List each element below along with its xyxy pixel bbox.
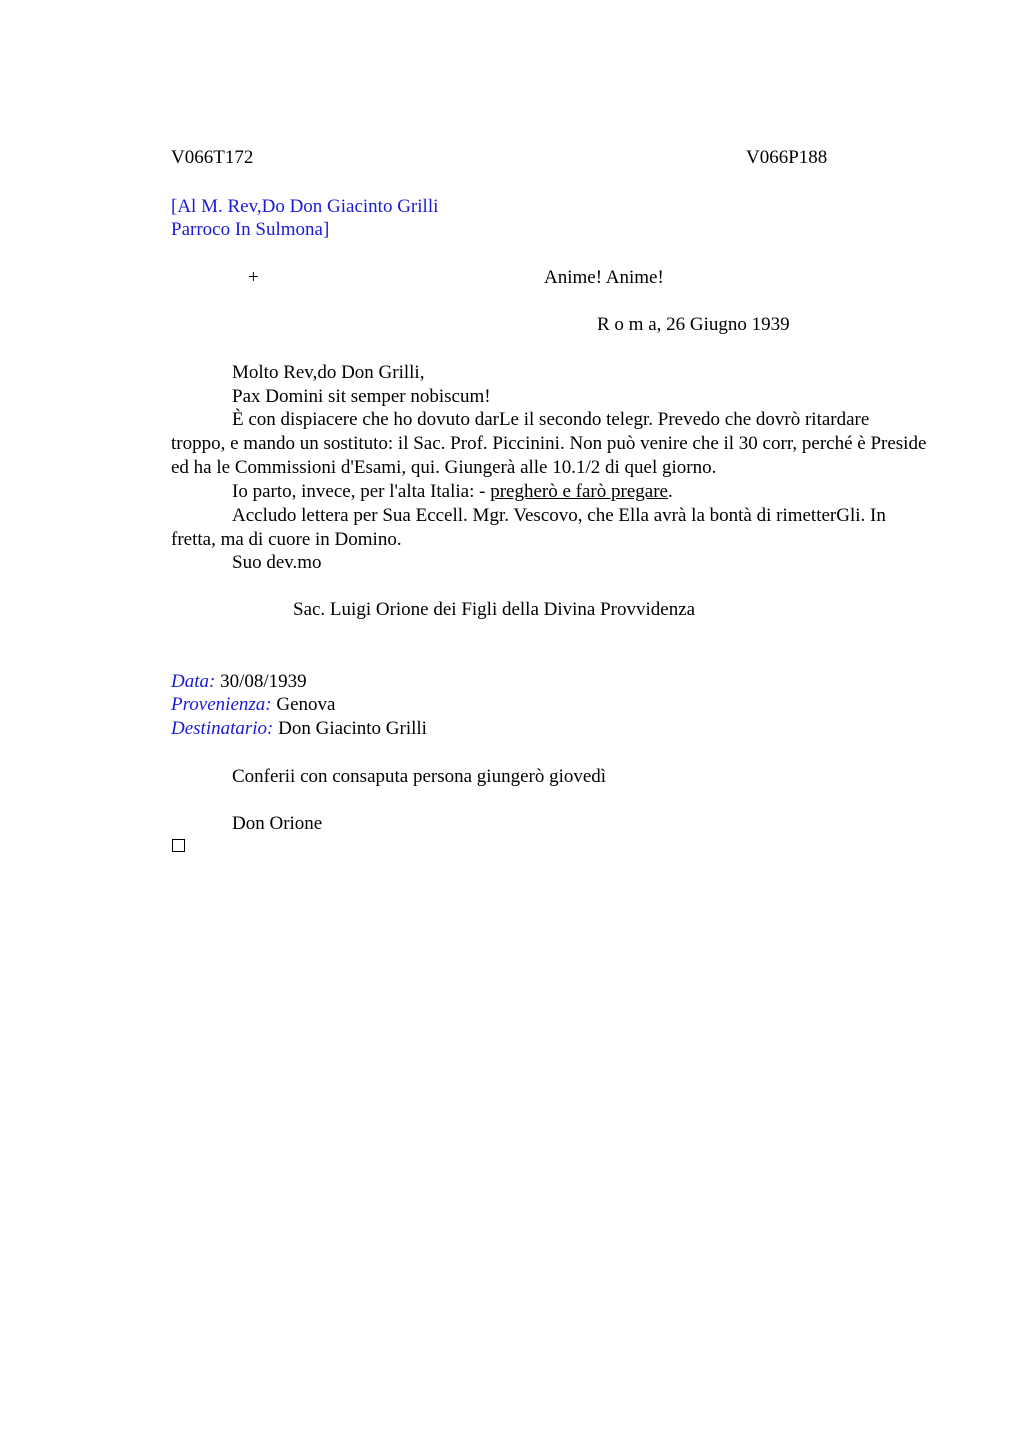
telegram-origin [171,693,335,717]
paragraph-3: Accludo lettera per Sua Eccell. Mgr. Vescovo, che Ella avrà la bontà di rimetterGli. In fretta, ma di cuore in Domino. [171,505,886,550]
letter-signature: Sac. Luigi Orione dei Figli della Divina Provvidenza [293,599,696,620]
paragraph-2 [171,480,928,504]
telegram-signature: Don Orione [232,813,323,834]
closing: Suo dev.mo [232,552,322,573]
telegram-date [171,670,307,694]
recipient-line-2: Parroco In Sulmona] [171,219,330,240]
salutation: Molto Rev,do Don Grilli, [232,362,425,383]
document-code-right: V066P188 [746,147,828,168]
origin-label: Provenienza: [171,694,272,715]
recipient-line-1: [Al M. Rev,Do Don Giacinto Grilli [171,196,439,217]
motto: Anime! Anime! [544,267,664,288]
document-code-left: V066T172 [171,147,254,168]
cross-symbol: + [248,267,259,288]
telegram-body: Conferii con consaputa persona giungerò giovedì [232,766,607,787]
greeting: Pax Domini sit semper nobiscum! [232,386,491,407]
telegram-recipient [171,717,427,741]
date-value: 30/08/1939 [220,671,307,692]
paragraph-1: È con dispiacere che ho dovuto darLe il secondo telegr. Prevedo che dovrò ritardare troppo, e mando un sostituto: il Sac. Prof. Piccinini. Non può venire che il 30 corr, perché è Preside ed ha le Commissioni d'Esami, qui. Giungerà alle 10.1/2 di quel giorno. [171,409,927,478]
paragraph-2-text: Io parto, invece, per l'alta Italia: - [232,481,491,502]
end-marker-square [172,839,185,852]
place-date: R o m a, 26 Giugno 1939 [597,314,790,335]
recipient-value: Don Giacinto Grilli [278,718,427,739]
recipient-label: Destinatario: [171,718,274,739]
paragraph-2-underlined: pregherò e farò pregare [490,481,668,502]
paragraph-2-end: . [667,481,673,502]
date-label: Data: [171,671,216,692]
origin-value: Genova [276,694,336,715]
